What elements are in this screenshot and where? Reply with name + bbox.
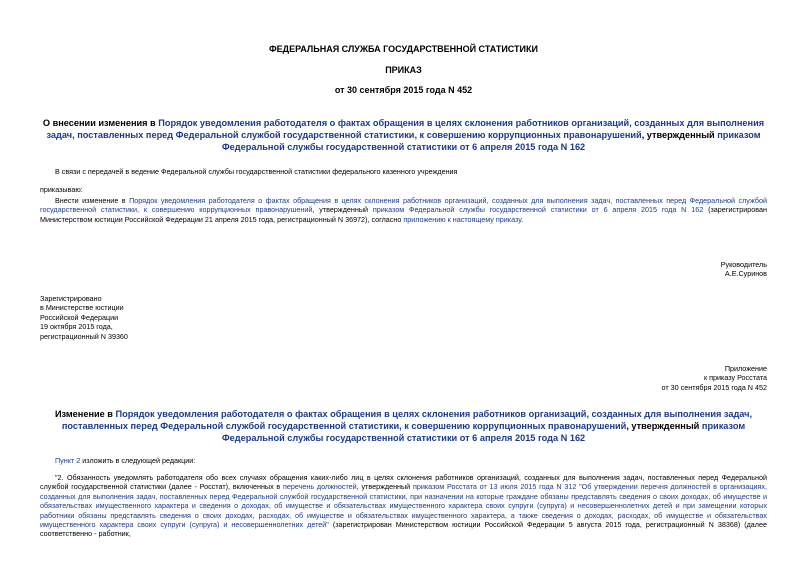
body-link-order[interactable]: приказом Федеральной службы государственной статистики от 6 апреля 2015 года N 162 bbox=[372, 205, 704, 215]
body-text-4: . bbox=[521, 214, 524, 224]
registration-line: в Министерстве юстиции bbox=[40, 303, 124, 313]
document-type: ПРИКАЗ bbox=[385, 65, 422, 75]
reason-paragraph: В связи с передачей в ведение Федеральной службы государственной статистики федерального казенного учреждения bbox=[55, 167, 458, 176]
signature-role: Руководитель bbox=[720, 260, 767, 269]
quote-link-order[interactable]: приказом Росстата от 13 июля 2015 года N 312 "Об утверждении перечня должностей в организациях, созданных для выполнения задач, поставленных перед Федеральной службой государственной статистики, при назначении на которые граждане обязаны представлять сведения о своих доходах, об имуществе и обязательствах имущественного характера и сведения о доходах, об имуществе и обязательствах имущественного характера своих супруги (супруга) и несовершеннолетних детей и при замещении которых работники обязаны представлять сведения о своих доходах, расходах, об имуществе и обязательствах имущественного характера, а также сведения о доходах, расходах, об имуществе и обязательствах имущественного характера своих супруги (супруга) и несовершеннолетних детей" bbox=[40, 482, 767, 530]
appendix-line: Приложение bbox=[724, 364, 767, 373]
quoted-paragraph bbox=[40, 473, 767, 539]
registration-line: Российской Федерации bbox=[40, 312, 119, 322]
title2-link-order[interactable]: приказом Федеральной службы государственной статистики от 6 апреля 2015 года N 162 bbox=[221, 421, 746, 444]
title-middle: , утвержденный bbox=[641, 130, 718, 141]
title2-prefix: Изменение в bbox=[54, 409, 116, 419]
body-link-procedure[interactable]: Порядок уведомления работодателя о фактах обращения в целях склонения работников организаций, созданных для выполнения задач, поставленных перед Федеральной службой государственной статистики, к совершению коррупционных правонарушений bbox=[40, 196, 767, 215]
quote-text-2: , утвержденный bbox=[356, 482, 413, 492]
quote-text-3: (зарегистрирован Министерством юстиции Российской Федерации 5 августа 2015 года, регистрационный N 38368) (далее соответственно - работник, bbox=[40, 520, 767, 539]
signature-name: А.Е.Суринов bbox=[724, 269, 767, 279]
title-link-order[interactable]: приказом Федеральной службы государственной статистики от 6 апреля 2015 года N 162 bbox=[221, 130, 761, 153]
appendix-line: от 30 сентября 2015 года N 452 bbox=[661, 382, 767, 392]
title2-link-procedure[interactable]: Порядок уведомления работодателя о фактах обращения в целях склонения работников организаций, созданных для выполнения задач, поставленных перед Федеральной службой государственной статистики, к совершению коррупционных правонарушений bbox=[61, 409, 753, 432]
quote-link-positions[interactable]: перечень должностей bbox=[283, 482, 357, 492]
punkt-paragraph bbox=[55, 456, 782, 465]
signature-block bbox=[721, 260, 767, 279]
order-word: приказываю: bbox=[40, 185, 83, 194]
document-title bbox=[40, 117, 767, 154]
registration-block bbox=[40, 294, 128, 341]
body-link-appendix[interactable]: приложению к настоящему приказу bbox=[403, 214, 522, 224]
appendix-line: к приказу Росстата bbox=[704, 373, 767, 383]
appendix-title bbox=[40, 408, 767, 445]
registration-line: 19 октября 2015 года, bbox=[40, 322, 113, 332]
title-link-procedure[interactable]: Порядок уведомления работодателя о фактах обращения в целях склонения работников организаций, созданных для выполнения задач, поставленных перед Федеральной службой государственной статистики, к совершению коррупционных правонарушений bbox=[46, 118, 765, 141]
registration-line: регистрационный N 39360 bbox=[40, 331, 128, 341]
order-body-paragraph bbox=[40, 196, 767, 224]
punkt-text: изложить в следующей редакции: bbox=[80, 456, 196, 465]
title-prefix: О внесении изменения в bbox=[42, 118, 159, 128]
organization-name: ФЕДЕРАЛЬНАЯ СЛУЖБА ГОСУДАРСТВЕННОЙ СТАТИСТИКИ bbox=[269, 44, 538, 54]
quote-text-1: "2. Обязанность уведомлять работодателя обо всех случаях обращения каких-либо лиц в целях склонения работников организаций, созданных для выполнения задач, поставленных перед Федеральной службой государственной статистики (далее - Росстат), включенных в bbox=[40, 473, 767, 492]
punkt-link[interactable]: Пункт 2 bbox=[55, 456, 81, 465]
body-text-2: , утвержденный bbox=[312, 205, 373, 215]
registration-line: Зарегистрировано bbox=[40, 294, 102, 303]
body-text-1: Внести изменение в bbox=[55, 196, 130, 205]
body-text-3: (зарегистрирован Министерством юстиции Российской Федерации 21 апреля 2015 года, регистрационный N 36972), согласно bbox=[40, 205, 767, 224]
appendix-block bbox=[662, 364, 767, 392]
title2-middle: , утвержденный bbox=[626, 421, 702, 432]
document-date: от 30 сентября 2015 года N 452 bbox=[334, 85, 473, 95]
